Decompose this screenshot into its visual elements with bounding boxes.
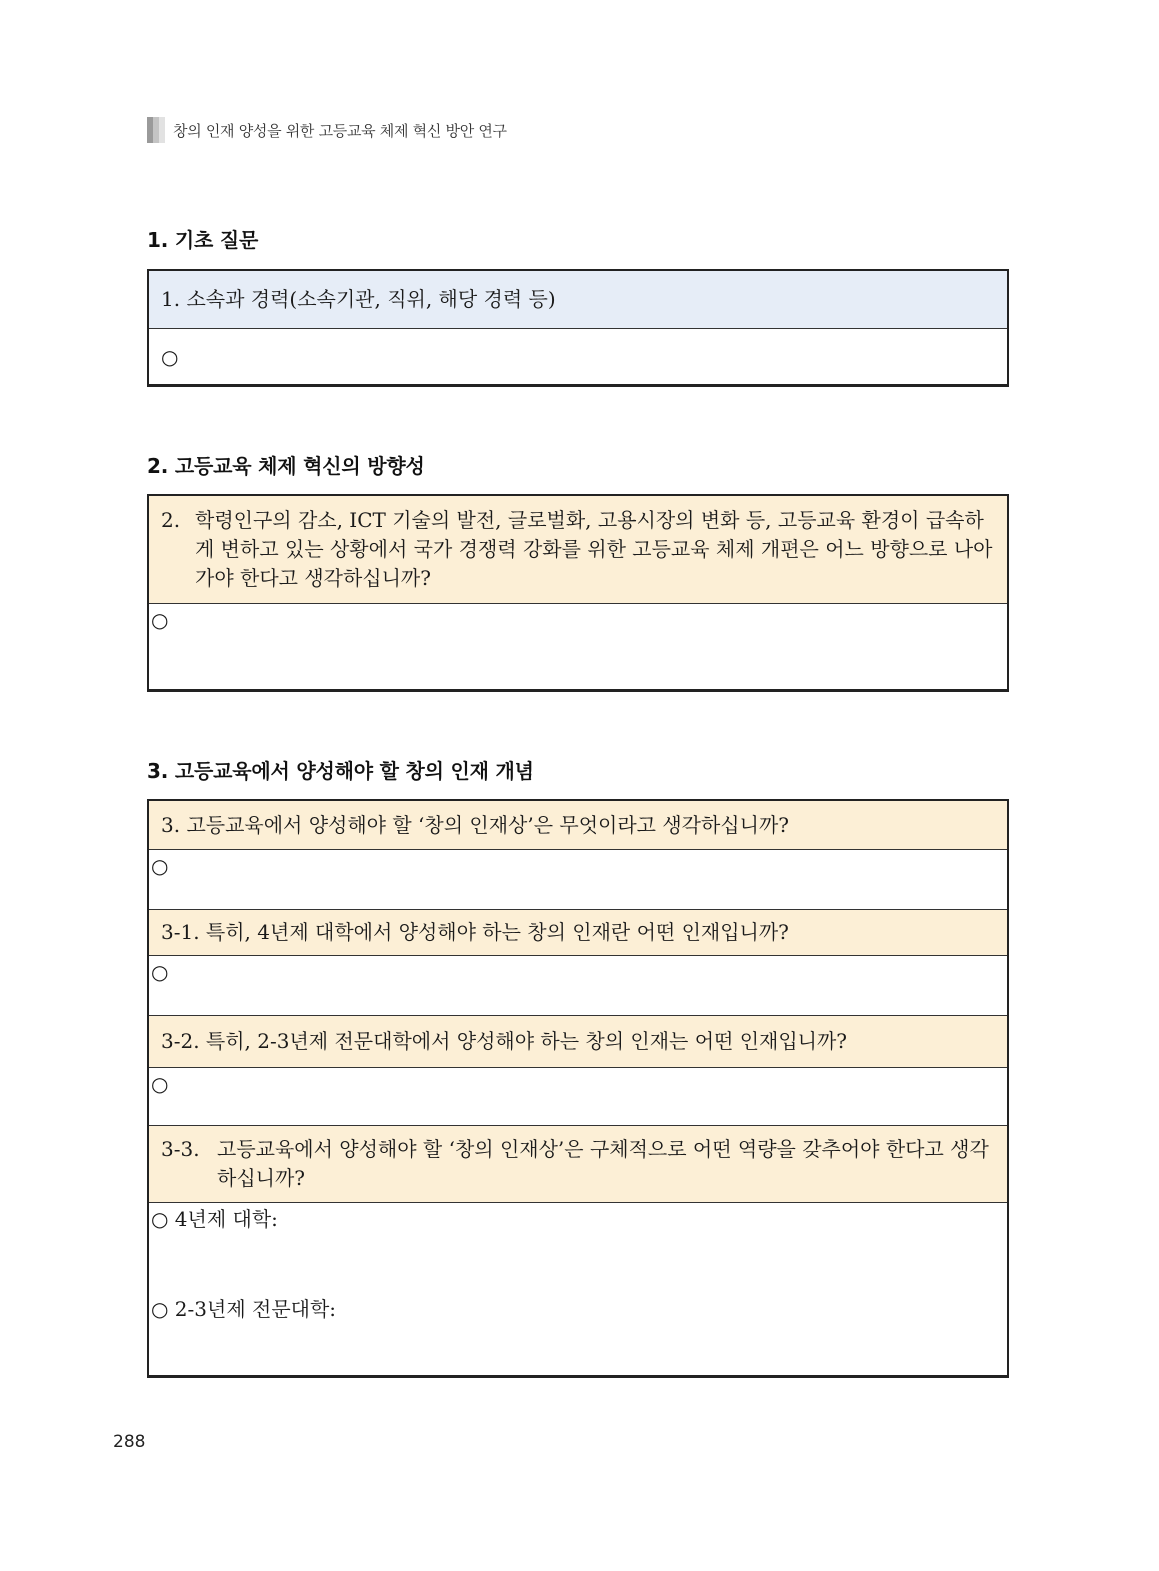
header-title: 창의 인재 양성을 위한 고등교육 체제 혁신 방안 연구 bbox=[173, 121, 507, 140]
question-3-3 bbox=[149, 1126, 1007, 1203]
answer-3-3-college[interactable]: ○ 2-3년제 전문대학: bbox=[151, 1297, 337, 1321]
answer-1[interactable]: ○ bbox=[161, 345, 179, 369]
answer-3-3 bbox=[149, 1203, 1007, 1375]
question-box-2 bbox=[147, 494, 1009, 692]
question-3: 3. 고등교육에서 양성해야 할 ‘창의 인재상’은 무엇이라고 생각하십니까? bbox=[149, 801, 1007, 850]
header-bar-light bbox=[159, 117, 165, 143]
question-2 bbox=[149, 496, 1007, 604]
question-2-number: 2. bbox=[161, 508, 181, 532]
question-box-1 bbox=[147, 269, 1009, 387]
answer-3-2[interactable]: ○ bbox=[149, 1068, 1007, 1126]
section-heading-3: 3. 고등교육에서 양성해야 할 창의 인재 개념 bbox=[147, 759, 534, 783]
question-box-3 bbox=[147, 799, 1009, 1378]
question-3-1: 3-1. 특히, 4년제 대학에서 양성해야 하는 창의 인재란 어떤 인재입니까? bbox=[149, 910, 1007, 956]
question-3-2: 3-2. 특히, 2-3년제 전문대학에서 양성해야 하는 창의 인재는 어떤 인재입니까? bbox=[149, 1016, 1007, 1068]
answer-3[interactable]: ○ bbox=[149, 850, 1007, 910]
header-bar-icon bbox=[147, 117, 165, 143]
answer-2[interactable]: ○ bbox=[151, 608, 169, 632]
question-2-text: 학령인구의 감소, ICT 기술의 발전, 글로벌화, 고용시장의 변화 등, 고등교육 환경이 급속하게 변하고 있는 상황에서 국가 경쟁력 강화를 위한 고등교육 체제 개편은 어느 방향으로 나아가야 한다고 생각하십니까? bbox=[195, 508, 993, 590]
section-heading-2: 2. 고등교육 체제 혁신의 방향성 bbox=[147, 454, 425, 478]
section-heading-1: 1. 기초 질문 bbox=[147, 228, 259, 252]
question-3-3-text: 고등교육에서 양성해야 할 ‘창의 인재상’은 구체적으로 어떤 역량을 갖추어야 한다고 생각하십니까? bbox=[217, 1137, 989, 1190]
running-header bbox=[147, 117, 507, 143]
answer-3-3-university[interactable]: ○ 4년제 대학: bbox=[151, 1207, 278, 1231]
answer-3-1[interactable]: ○ bbox=[149, 956, 1007, 1016]
question-1: 1. 소속과 경력(소속기관, 직위, 해당 경력 등) bbox=[149, 271, 1007, 329]
question-3-3-number: 3-3. bbox=[161, 1137, 200, 1161]
page-number: 288 bbox=[113, 1432, 146, 1452]
